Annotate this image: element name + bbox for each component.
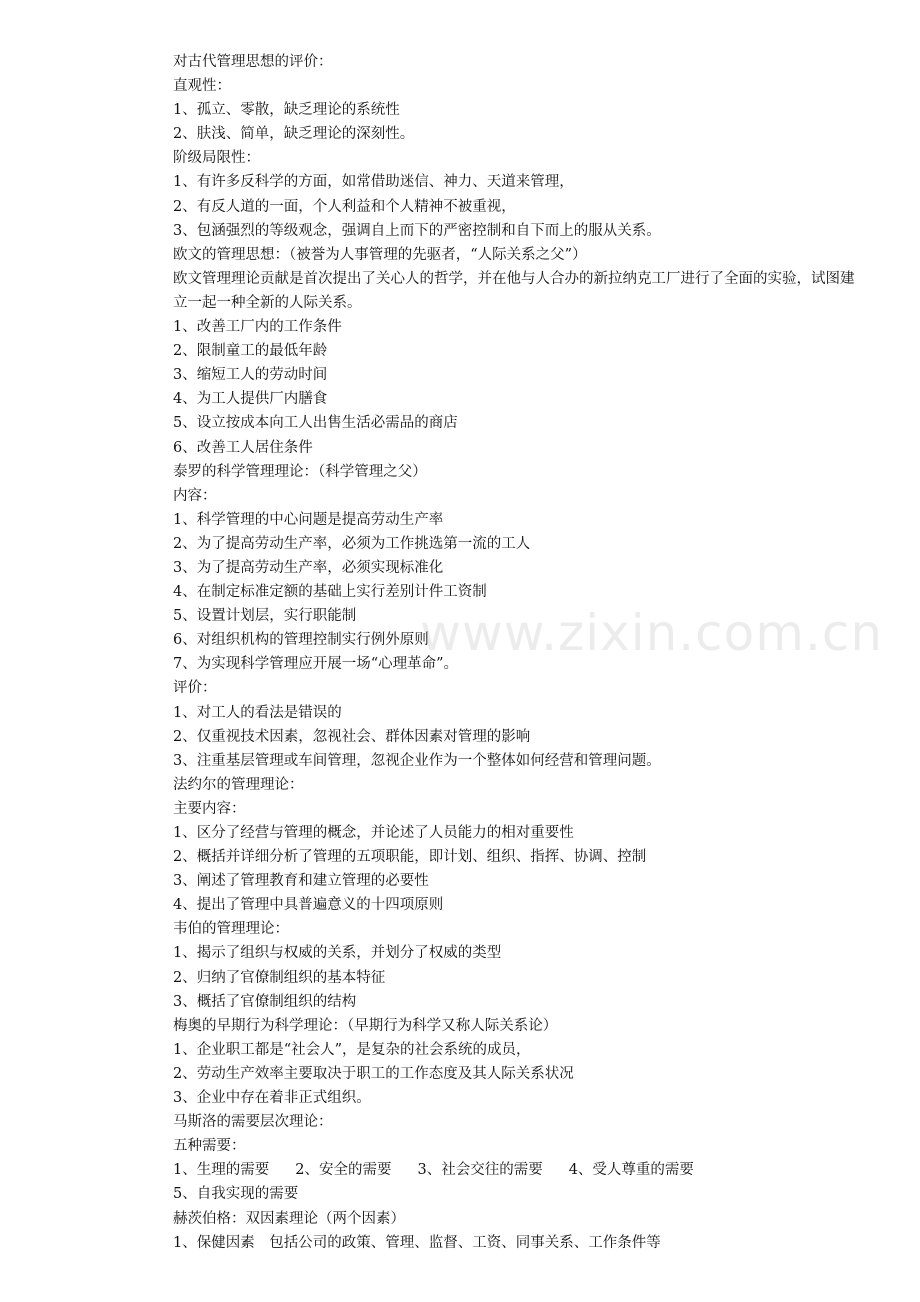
list-item: 1、企业职工都是“社会人”，是复杂的社会系统的成员， [173, 1041, 531, 1058]
list-item: 7、为实现科学管理应开展一场“心理革命”。 [173, 656, 459, 673]
need-item: 2、安全的需要 [295, 1162, 392, 1179]
list-item: 1、科学管理的中心问题是提高劳动生产率 [173, 511, 444, 528]
list-item: 5、设置计划层，实行职能制 [173, 608, 357, 625]
list-item: 1、有许多反科学的方面，如常借助迷信、神力、天道来管理， [173, 174, 574, 191]
subheading: 阶级局限性： [173, 150, 260, 167]
subheading: 五种需要： [173, 1138, 246, 1155]
section-heading: 法约尔的管理理论： [173, 776, 304, 793]
list-item: 3、注重基层管理或车间管理，忽视企业作为一个整体如何经营和管理问题。 [173, 752, 661, 769]
list-item: 3、阐述了管理教育和建立管理的必要性 [173, 873, 429, 890]
list-item: 3、为了提高劳动生产率，必须实现标准化 [173, 559, 444, 576]
list-item: 3、概括了官僚制组织的结构 [173, 993, 357, 1010]
list-item: 6、改善工人居住条件 [173, 439, 313, 456]
list-item: 2、有反人道的一面，个人利益和个人精神不被重视， [173, 198, 516, 215]
list-item: 3、企业中存在着非正式组织。 [173, 1090, 371, 1107]
list-item: 4、提出了管理中具普遍意义的十四项原则 [173, 897, 444, 914]
list-item: 2、限制童工的最低年龄 [173, 343, 328, 360]
section-heading: 韦伯的管理理论： [173, 921, 289, 938]
section-heading: 梅奥的早期行为科学理论：（早期行为科学又称人际关系论） [173, 1017, 558, 1034]
subheading: 内容： [173, 487, 217, 504]
need-item: 4、受人尊重的需要 [568, 1162, 694, 1179]
list-item: 6、对组织机构的管理控制实行例外原则 [173, 632, 429, 649]
list-item: 2、概括并详细分析了管理的五项职能，即计划、组织、指挥、协调、控制 [173, 849, 647, 866]
list-item: 3、包涵强烈的等级观念，强调自上而下的严密控制和自下而上的服从关系。 [173, 222, 661, 239]
list-item: 5、自我实现的需要 [173, 1186, 299, 1203]
subheading: 评价： [173, 680, 217, 697]
need-item: 1、生理的需要 [173, 1162, 270, 1179]
section-heading: 马斯洛的需要层次理论： [173, 1114, 333, 1131]
list-item: 4、为工人提供厂内膳食 [173, 391, 328, 408]
list-item: 2、仅重视技术因素，忽视社会、群体因素对管理的影响 [173, 728, 531, 745]
list-item: 2、劳动生产效率主要取决于职工的工作态度及其人际关系状况 [173, 1065, 574, 1082]
need-item: 3、社会交往的需要 [417, 1162, 543, 1179]
list-item: 2、归纳了官僚制组织的基本特征 [173, 969, 386, 986]
list-item: 1、区分了经营与管理的概念，并论述了人员能力的相对重要性 [173, 825, 574, 841]
list-item: 5、设立按成本向工人出售生活必需品的商店 [173, 415, 458, 432]
list-item: 1、孤立、零散，缺乏理论的系统性 [173, 102, 400, 119]
list-item: 1、揭示了组织与权威的关系，并划分了权威的类型 [173, 945, 502, 962]
section-heading: 对古代管理思想的评价： [173, 54, 333, 70]
list-item: 1、保健因素 包括公司的政策、管理、监督、工资、同事关系、工作条件等 [173, 1234, 661, 1251]
document-body [173, 50, 863, 1255]
paragraph: 欧文管理理论贡献是首次提出了关心人的哲学，并在他与人合办的新拉纳克工厂进行了全面的实验，试图建立一起一种全新的人际关系。 [173, 270, 855, 311]
list-item: 4、在制定标准定额的基础上实行差别计件工资制 [173, 584, 487, 601]
section-heading: 泰罗的科学管理理论：（科学管理之父） [173, 463, 427, 480]
section-heading: 赫茨伯格：双因素理论（两个因素） [173, 1210, 405, 1227]
subheading: 直观性： [173, 78, 231, 95]
list-item: 1、对工人的看法是错误的 [173, 704, 342, 721]
needs-row [173, 1158, 863, 1182]
section-heading: 欧文的管理思想：（被誉为人事管理的先驱者，“人际关系之父”） [173, 246, 587, 263]
list-item: 1、改善工厂内的工作条件 [173, 319, 342, 336]
list-item: 3、缩短工人的劳动时间 [173, 367, 328, 384]
subheading: 主要内容： [173, 800, 246, 817]
list-item: 2、为了提高劳动生产率，必须为工作挑选第一流的工人 [173, 535, 531, 552]
list-item: 2、肤浅、简单，缺乏理论的深刻性。 [173, 126, 415, 143]
watermark: www.zixin.com.cn [420, 604, 884, 662]
